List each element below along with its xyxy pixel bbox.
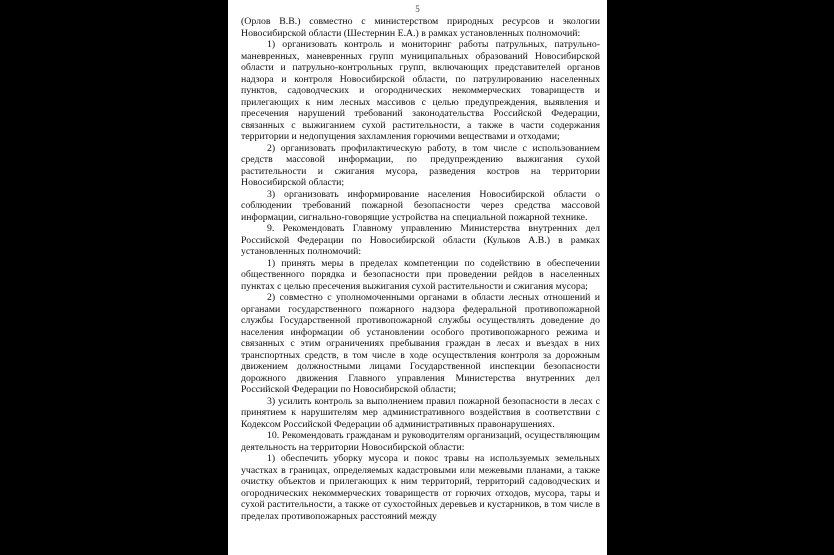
- paragraph: 1) обеспечить уборку мусора и покос травы на используемых земельных участках в границах, определяемых кадастровыми или межевыми планами, а также очистку объектов и прилегающих к ним территорий, территорий садоводческих и огороднических некоммерческих товариществ от горючих отходов, мусора, тары и сухой растительности, а также от сухостойных деревьев и кустарников, в том числе в пределах противопожарных расстояний между: [241, 453, 600, 522]
- page-number: 5: [415, 4, 420, 14]
- paragraph: 1) принять меры в пределах компетенции по содействию в обеспечении общественного порядка и безопасности при проведении рейдов в населенных пунктах с целью пресечения выжигания сухой растительности и сжигания мусора;: [241, 257, 600, 292]
- paragraph: (Орлов В.В.) совместно с министерством природных ресурсов и экологии Новосибирской области (Шестернин Е.А.) в рамках установленных полномочий:: [241, 16, 600, 39]
- paragraph: 2) организовать профилактическую работу, в том числе с использованием средств массовой информации, по предупреждению выжигания сухой растительности и сжигания мусора, разведения костров на территории Новосибирской области;: [241, 142, 600, 188]
- paragraph: 2) совместно с уполномоченными органами в области лесных отношений и органами государственного пожарного надзора федеральной противопожарной службы Государственной противопожарной службы осуществлять доведение до населения информации об установлении особого противопожарного режима и связанных с этим ограничениях пребывания граждан в лесах и въездах в них транспортных средств, в том числе в ходе осуществления контроля за дорожным движением должностными лицами Государственной инспекции безопасности дорожного движения Главного управления Министерства внутренних дел Российской Федерации по Новосибирской области;: [241, 292, 600, 395]
- paragraph: 3) усилить контроль за выполнением правил пожарной безопасности в лесах с принятием к нарушителям мер административного воздействия в соответствии с Кодексом Российской Федерации об административных правонарушениях.: [241, 395, 600, 430]
- paragraph: 9. Рекомендовать Главному управлению Министерства внутренних дел Российской Федерации по Новосибирской области (Кульков А.В.) в рамках установленных полномочий:: [241, 223, 600, 257]
- paragraph: 3) организовать информирование населения Новосибирской области о соблюдении требований пожарной безопасности через средства массовой информации, сигнально-говорящие устройства на специальной пожарной технике.: [241, 188, 600, 223]
- page-content: [241, 16, 600, 522]
- document-page: [228, 0, 607, 555]
- paragraph: 10. Рекомендовать гражданам и руководителям организаций, осуществляющим деятельность на территории Новосибирской области:: [241, 430, 600, 453]
- paragraph: 1) организовать контроль и мониторинг работы патрульных, патрульно-маневренных, маневренных групп муниципальных образований Новосибирской области и патрульно-контрольных групп, включающих представителей органов надзора и контроля Новосибирской области, по патрулированию населенных пунктов, садоводческих и огороднических некоммерческих товариществ и прилегающих к ним лесных массивов с целью предупреждения, выявления и пресечения нарушений требований законодательства Российской Федерации, связанных с выжиганием сухой растительности, а также в части содержания территории и недопущения захламления горючими веществами и отходами;: [241, 39, 600, 142]
